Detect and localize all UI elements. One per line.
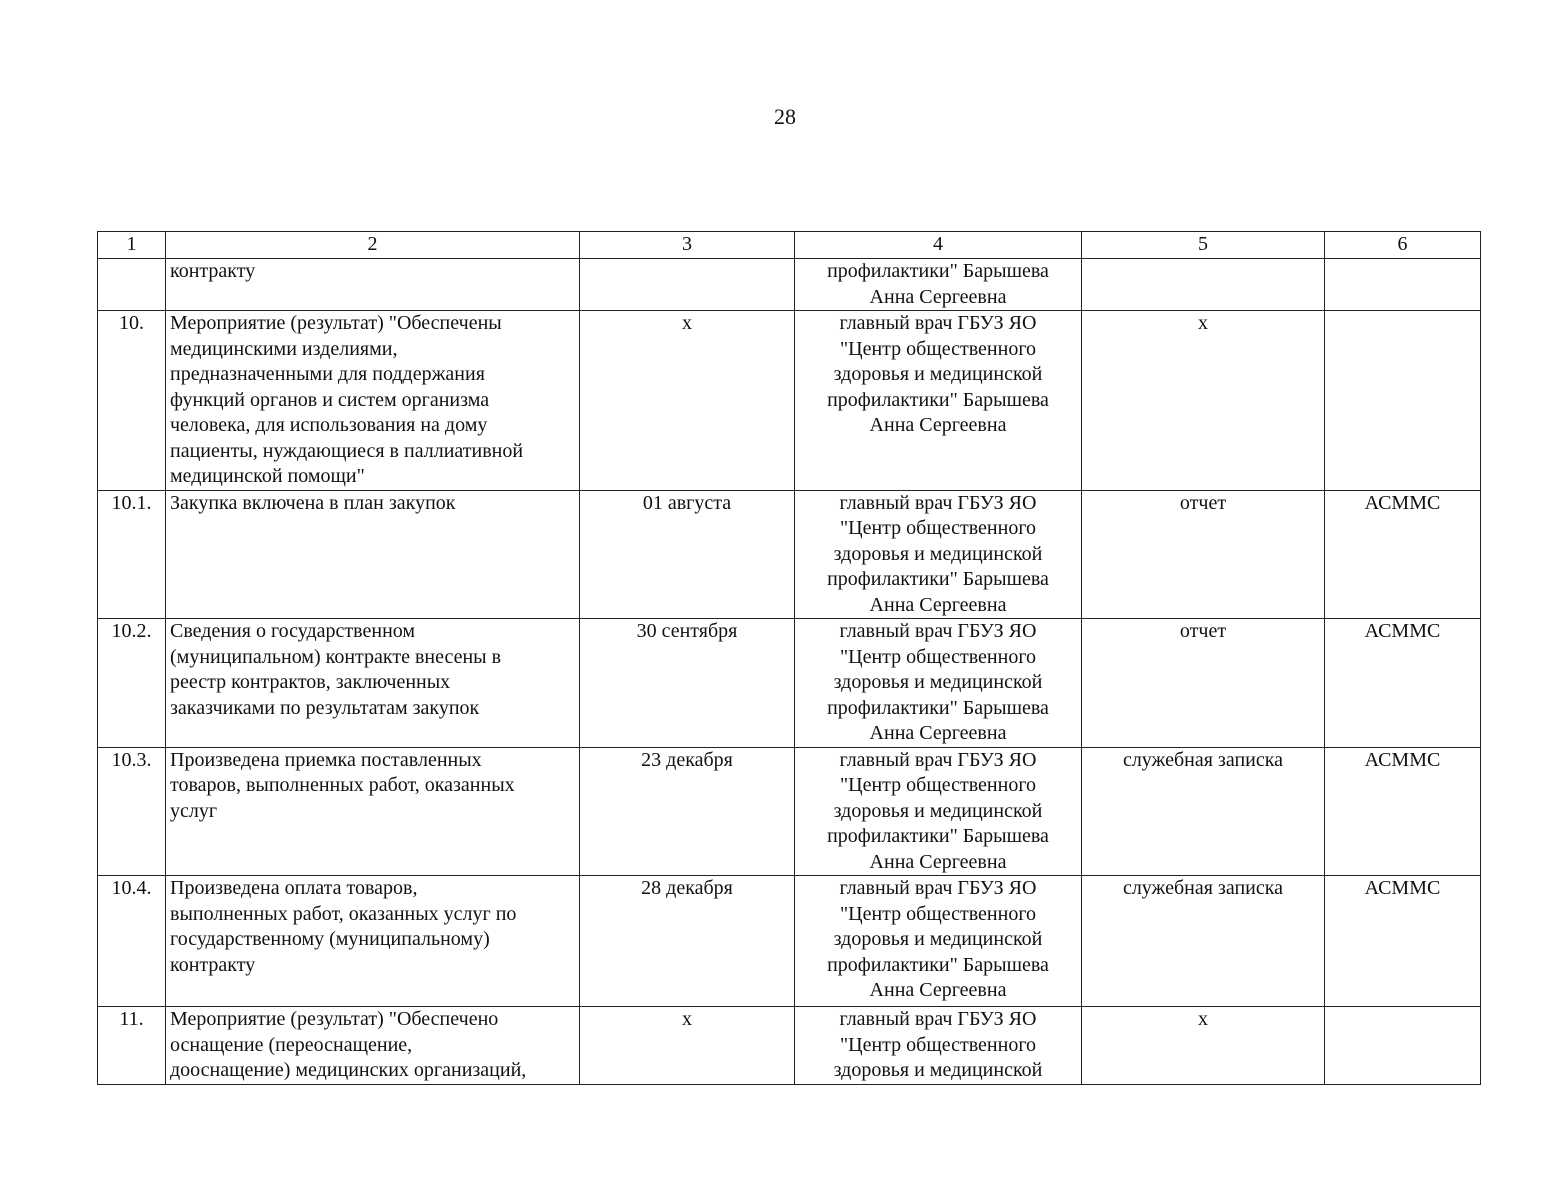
responsible-line: профилактики" Барышева <box>827 568 1049 590</box>
row-number: 10.4. <box>98 876 166 1007</box>
system-cell: АСММС <box>1325 619 1481 748</box>
responsible-line: профилактики" Барышева <box>827 953 1049 976</box>
date-cell <box>580 259 795 311</box>
responsible-line: главный врач ГБУЗ ЯО <box>839 1008 1037 1030</box>
header-cell-1: 1 <box>98 232 166 259</box>
responsible-line: главный врач ГБУЗ ЯО <box>839 312 1037 334</box>
event-line: функций органов и систем организма <box>170 388 490 411</box>
system-cell: АСММС <box>1325 747 1481 876</box>
responsible-line: Анна Сергеевна <box>869 850 1007 873</box>
responsible-line: "Центр общественного <box>839 902 1037 925</box>
table-row <box>98 876 1481 1007</box>
row-number: 10.2. <box>98 619 166 748</box>
event-line: контракту <box>170 953 256 976</box>
responsible-line: Анна Сергеевна <box>869 285 1007 308</box>
event-line: услуг <box>170 799 218 822</box>
responsible-line: здоровья и медицинской <box>833 542 1043 565</box>
responsible-cell <box>795 490 1082 619</box>
responsible-cell <box>795 747 1082 876</box>
table-row <box>98 490 1481 619</box>
event-line: медицинской помощи" <box>170 465 365 487</box>
responsible-line: "Центр общественного <box>839 1033 1037 1056</box>
page-number: 28 <box>774 104 796 129</box>
event-cell <box>166 259 580 311</box>
table-row <box>98 1007 1481 1085</box>
responsible-line: "Центр общественного <box>839 774 1037 796</box>
row-number <box>98 259 166 311</box>
event-line: человека, для использования на дому <box>170 414 488 436</box>
event-line: медицинскими изделиями, <box>170 337 398 360</box>
document-cell: отчет <box>1082 490 1325 619</box>
system-cell: АСММС <box>1325 490 1481 619</box>
responsible-line: Анна Сергеевна <box>869 722 1007 744</box>
responsible-line: здоровья и медицинской <box>833 928 1043 950</box>
header-cell-3: 3 <box>580 232 795 259</box>
header-cell-5: 5 <box>1082 232 1325 259</box>
event-line: контракту <box>170 260 256 282</box>
date-cell: 30 сентября <box>580 619 795 748</box>
event-cell <box>166 876 580 1007</box>
responsible-line: главный врач ГБУЗ ЯО <box>839 877 1037 899</box>
event-line: Сведения о государственном <box>170 620 416 642</box>
document-cell <box>1082 259 1325 311</box>
event-cell <box>166 311 580 491</box>
responsible-line: главный врач ГБУЗ ЯО <box>839 748 1037 771</box>
responsible-line: профилактики" Барышева <box>827 260 1049 282</box>
table-row <box>98 259 1481 311</box>
system-cell: АСММС <box>1325 876 1481 1007</box>
responsible-line: здоровья и медицинской <box>833 363 1043 385</box>
table-row <box>98 311 1481 491</box>
header-cell-6: 6 <box>1325 232 1481 259</box>
event-line: оснащение (переоснащение, <box>170 1033 413 1056</box>
event-line: Закупка включена в план закупок <box>170 491 456 514</box>
event-line: реестр контрактов, заключенных <box>170 671 451 693</box>
date-cell: 01 августа <box>580 490 795 619</box>
event-cell <box>166 619 580 748</box>
responsible-line: "Центр общественного <box>839 517 1037 539</box>
date-cell: х <box>580 311 795 491</box>
event-line: заказчиками по результатам закупок <box>170 696 480 719</box>
event-line: товаров, выполненных работ, оказанных <box>170 774 515 796</box>
responsible-line: Анна Сергеевна <box>869 593 1007 616</box>
event-cell <box>166 1007 580 1085</box>
responsible-line: здоровья и медицинской <box>833 671 1043 693</box>
event-line: Произведена приемка поставленных <box>170 748 482 771</box>
header-cell-4: 4 <box>795 232 1082 259</box>
system-cell <box>1325 1007 1481 1085</box>
responsible-cell <box>795 1007 1082 1085</box>
header-cell-2: 2 <box>166 232 580 259</box>
event-line: государственному (муниципальному) <box>170 928 490 950</box>
row-number: 10.1. <box>98 490 166 619</box>
event-line: Мероприятие (результат) "Обеспечено <box>170 1008 499 1030</box>
date-cell: 28 декабря <box>580 876 795 1007</box>
responsible-line: главный врач ГБУЗ ЯО <box>839 620 1037 642</box>
document-cell: отчет <box>1082 619 1325 748</box>
date-cell: 23 декабря <box>580 747 795 876</box>
header-row <box>98 232 1481 259</box>
responsible-cell <box>795 876 1082 1007</box>
event-line: предназначенными для поддержания <box>170 363 485 385</box>
document-cell: х <box>1082 311 1325 491</box>
responsible-cell <box>795 259 1082 311</box>
event-line: Произведена оплата товаров, <box>170 877 418 899</box>
event-line: (муниципальном) контракте внесены в <box>170 645 502 668</box>
event-line: выполненных работ, оказанных услуг по <box>170 902 517 925</box>
document-cell: служебная записка <box>1082 876 1325 1007</box>
event-line: пациенты, нуждающиеся в паллиативной <box>170 439 524 462</box>
row-number: 11. <box>98 1007 166 1085</box>
responsible-cell <box>795 619 1082 748</box>
date-cell: х <box>580 1007 795 1085</box>
document-cell: служебная записка <box>1082 747 1325 876</box>
responsible-line: "Центр общественного <box>839 337 1037 360</box>
responsible-line: здоровья и медицинской <box>833 1059 1043 1081</box>
responsible-line: "Центр общественного <box>839 645 1037 668</box>
responsible-line: Анна Сергеевна <box>869 414 1007 436</box>
system-cell <box>1325 311 1481 491</box>
row-number: 10.3. <box>98 747 166 876</box>
document-cell: х <box>1082 1007 1325 1085</box>
table-row <box>98 619 1481 748</box>
table-row <box>98 747 1481 876</box>
responsible-line: главный врач ГБУЗ ЯО <box>839 491 1037 514</box>
event-cell <box>166 747 580 876</box>
responsible-line: профилактики" Барышева <box>827 388 1049 411</box>
event-cell <box>166 490 580 619</box>
row-number: 10. <box>98 311 166 491</box>
plan-table <box>97 231 1481 1085</box>
responsible-line: здоровья и медицинской <box>833 799 1043 822</box>
responsible-line: профилактики" Барышева <box>827 825 1049 847</box>
responsible-cell <box>795 311 1082 491</box>
responsible-line: Анна Сергеевна <box>869 979 1007 1001</box>
responsible-line: профилактики" Барышева <box>827 696 1049 719</box>
system-cell <box>1325 259 1481 311</box>
event-line: дооснащение) медицинских организаций, <box>170 1059 527 1081</box>
event-line: Мероприятие (результат) "Обеспечены <box>170 312 502 334</box>
